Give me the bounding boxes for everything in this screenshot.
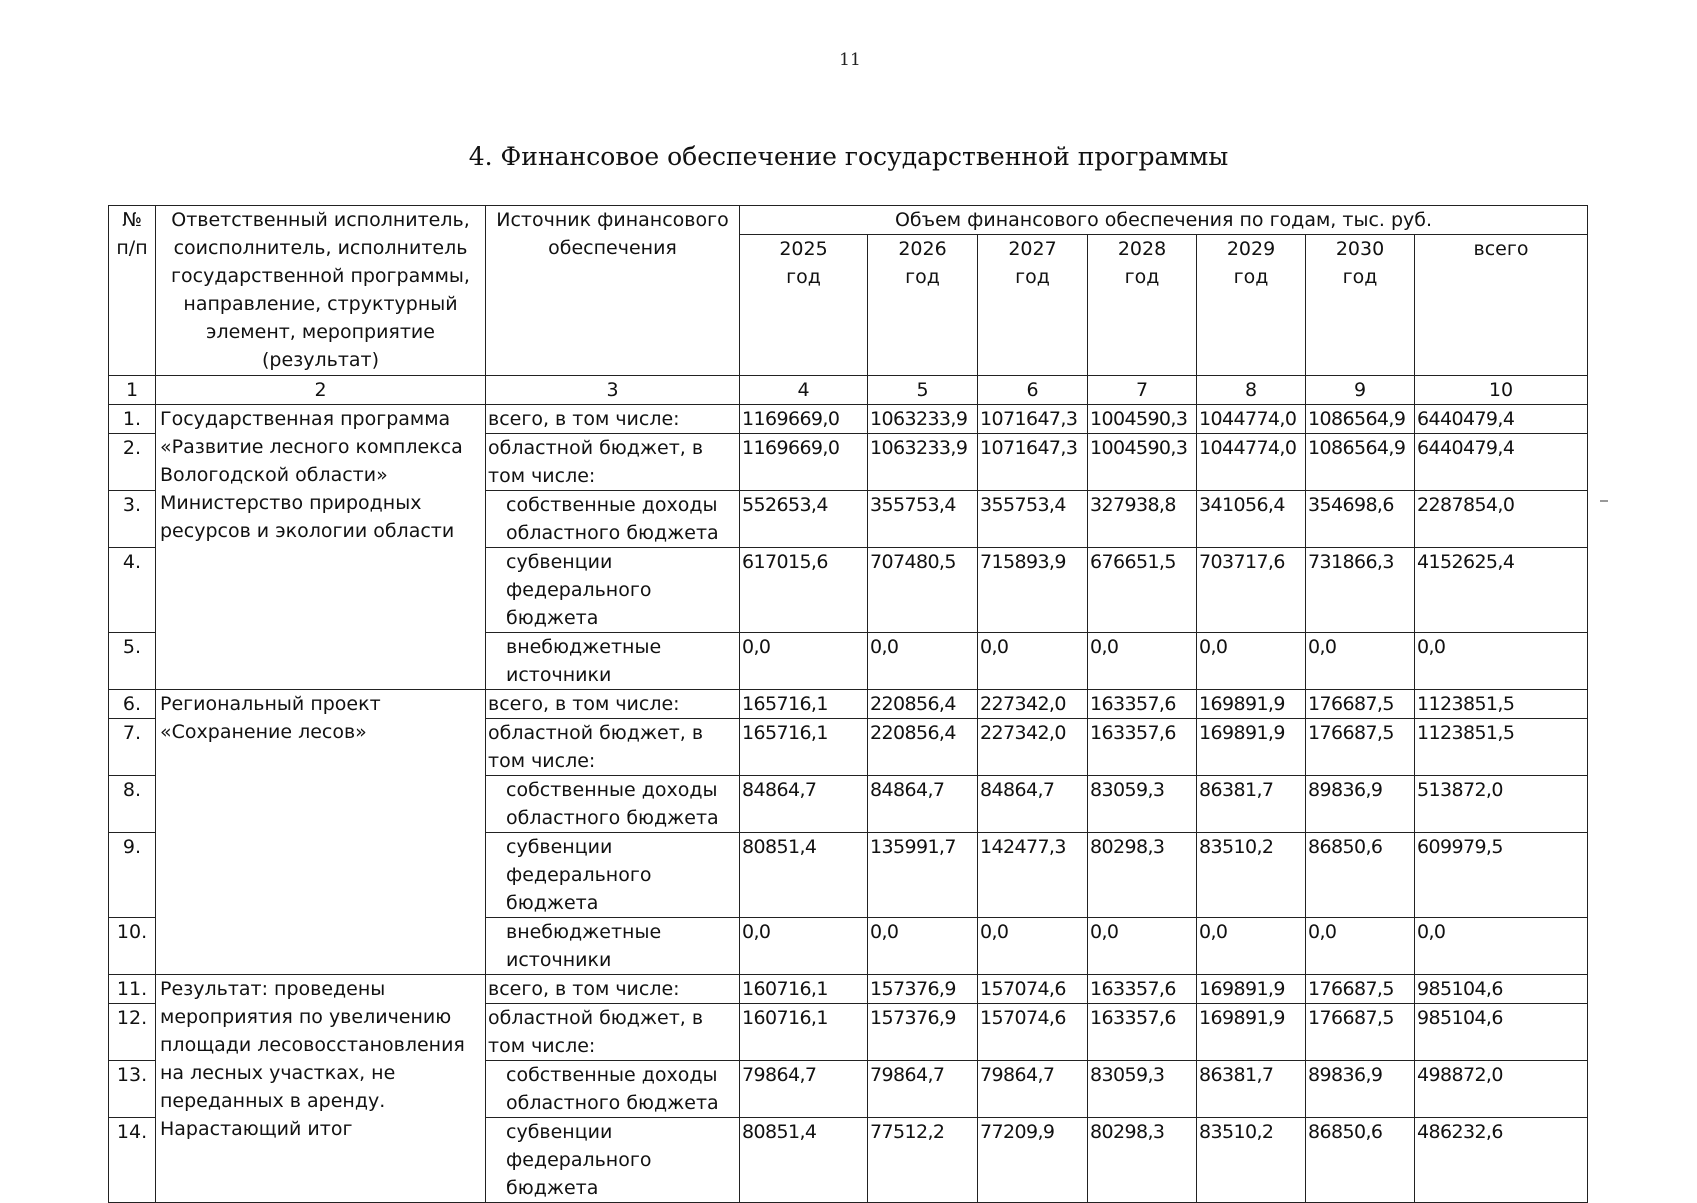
total-value-cell: 486232,6	[1415, 1118, 1588, 1203]
total-value-cell: 6440479,4	[1415, 434, 1588, 491]
source-cell: областной бюджет, в том числе:	[486, 719, 740, 776]
header-num: № п/п	[109, 206, 156, 376]
row-number: 5.	[109, 633, 156, 690]
year-value-cell: 157074,6	[978, 1004, 1088, 1061]
header-year-2025: 2025 год	[740, 235, 868, 376]
year-value-cell: 355753,4	[978, 491, 1088, 548]
year-value-cell: 731866,3	[1306, 548, 1415, 633]
source-cell: областной бюджет, в том числе:	[486, 1004, 740, 1061]
year-value-cell: 176687,5	[1306, 690, 1415, 719]
page-number: 11	[839, 50, 861, 70]
year-value-cell: 80851,4	[740, 833, 868, 918]
year-value-cell: 165716,1	[740, 690, 868, 719]
source-cell: собственные доходы областного бюджета	[486, 491, 740, 548]
header-year-2026: 2026 год	[868, 235, 978, 376]
column-number: 9	[1306, 376, 1415, 405]
total-value-cell: 6440479,4	[1415, 405, 1588, 434]
year-value-cell: 169891,9	[1197, 975, 1306, 1004]
source-cell: внебюджетные источники	[486, 633, 740, 690]
year-value-cell: 83510,2	[1197, 833, 1306, 918]
year-value-cell: 142477,3	[978, 833, 1088, 918]
total-value-cell: 513872,0	[1415, 776, 1588, 833]
year-value-cell: 83510,2	[1197, 1118, 1306, 1203]
column-number: 10	[1415, 376, 1588, 405]
year-value-cell: 1044774,0	[1197, 405, 1306, 434]
row-number: 11.	[109, 975, 156, 1004]
column-numbers-row	[109, 376, 1588, 405]
total-value-cell: 2287854,0	[1415, 491, 1588, 548]
year-value-cell: 0,0	[978, 633, 1088, 690]
row-number: 3.	[109, 491, 156, 548]
year-value-cell: 83059,3	[1088, 1061, 1197, 1118]
total-value-cell: 498872,0	[1415, 1061, 1588, 1118]
year-value-cell: 220856,4	[868, 690, 978, 719]
year-value-cell: 1071647,3	[978, 434, 1088, 491]
year-value-cell: 617015,6	[740, 548, 868, 633]
year-value-cell: 163357,6	[1088, 690, 1197, 719]
header-year-2030: 2030 год	[1306, 235, 1415, 376]
header-year-2029: 2029 год	[1197, 235, 1306, 376]
financing-table	[108, 205, 1588, 1203]
table-row	[109, 975, 1588, 1004]
year-value-cell: 1086564,9	[1306, 405, 1415, 434]
column-number: 1	[109, 376, 156, 405]
source-cell: внебюджетные источники	[486, 918, 740, 975]
source-cell: собственные доходы областного бюджета	[486, 776, 740, 833]
year-value-cell: 157376,9	[868, 975, 978, 1004]
year-value-cell: 0,0	[868, 633, 978, 690]
source-cell: всего, в том числе:	[486, 975, 740, 1004]
row-number: 8.	[109, 776, 156, 833]
total-value-cell: 609979,5	[1415, 833, 1588, 918]
row-number: 6.	[109, 690, 156, 719]
year-value-cell: 86850,6	[1306, 833, 1415, 918]
total-value-cell: 1123851,5	[1415, 719, 1588, 776]
year-value-cell: 1044774,0	[1197, 434, 1306, 491]
year-value-cell: 355753,4	[868, 491, 978, 548]
source-cell: областной бюджет, в том числе:	[486, 434, 740, 491]
year-value-cell: 84864,7	[978, 776, 1088, 833]
year-value-cell: 157376,9	[868, 1004, 978, 1061]
year-value-cell: 327938,8	[1088, 491, 1197, 548]
year-value-cell: 1071647,3	[978, 405, 1088, 434]
year-value-cell: 0,0	[1197, 918, 1306, 975]
header-row-1	[109, 206, 1588, 235]
year-value-cell: 86381,7	[1197, 1061, 1306, 1118]
year-value-cell: 79864,7	[868, 1061, 978, 1118]
row-number: 2.	[109, 434, 156, 491]
year-value-cell: 89836,9	[1306, 1061, 1415, 1118]
year-value-cell: 84864,7	[868, 776, 978, 833]
source-cell: субвенции федерального бюджета	[486, 1118, 740, 1203]
year-value-cell: 1063233,9	[868, 405, 978, 434]
year-value-cell: 163357,6	[1088, 1004, 1197, 1061]
year-value-cell: 86850,6	[1306, 1118, 1415, 1203]
year-value-cell: 227342,0	[978, 719, 1088, 776]
total-value-cell: 985104,6	[1415, 975, 1588, 1004]
year-value-cell: 0,0	[1306, 633, 1415, 690]
year-value-cell: 169891,9	[1197, 1004, 1306, 1061]
year-value-cell: 176687,5	[1306, 975, 1415, 1004]
table-row	[109, 690, 1588, 719]
year-value-cell: 0,0	[1197, 633, 1306, 690]
year-value-cell: 135991,7	[868, 833, 978, 918]
year-value-cell: 0,0	[868, 918, 978, 975]
year-value-cell: 1086564,9	[1306, 434, 1415, 491]
row-number: 9.	[109, 833, 156, 918]
year-value-cell: 86381,7	[1197, 776, 1306, 833]
year-value-cell: 157074,6	[978, 975, 1088, 1004]
row-number: 1.	[109, 405, 156, 434]
source-cell: всего, в том числе:	[486, 690, 740, 719]
year-value-cell: 160716,1	[740, 975, 868, 1004]
year-value-cell: 0,0	[1306, 918, 1415, 975]
year-value-cell: 163357,6	[1088, 719, 1197, 776]
year-value-cell: 1004590,3	[1088, 434, 1197, 491]
row-number: 12.	[109, 1004, 156, 1061]
header-source: Источник финансового обеспечения	[486, 206, 740, 376]
year-value-cell: 341056,4	[1197, 491, 1306, 548]
year-value-cell: 227342,0	[978, 690, 1088, 719]
column-number: 2	[156, 376, 486, 405]
year-value-cell: 0,0	[740, 918, 868, 975]
year-value-cell: 83059,3	[1088, 776, 1197, 833]
header-total: всего	[1415, 235, 1588, 376]
source-cell: субвенции федерального бюджета	[486, 548, 740, 633]
year-value-cell: 707480,5	[868, 548, 978, 633]
year-value-cell: 79864,7	[740, 1061, 868, 1118]
year-value-cell: 703717,6	[1197, 548, 1306, 633]
table-row	[109, 405, 1588, 434]
header-year-2027: 2027 год	[978, 235, 1088, 376]
year-value-cell: 84864,7	[740, 776, 868, 833]
year-value-cell: 354698,6	[1306, 491, 1415, 548]
section-title: 4. Финансовое обеспечение государственной программы	[468, 142, 1229, 171]
column-number: 4	[740, 376, 868, 405]
total-value-cell: 0,0	[1415, 633, 1588, 690]
row-number: 10.	[109, 918, 156, 975]
header-volume: Объем финансового обеспечения по годам, тыс. руб.	[740, 206, 1588, 235]
year-value-cell: 176687,5	[1306, 1004, 1415, 1061]
year-value-cell: 169891,9	[1197, 690, 1306, 719]
year-value-cell: 89836,9	[1306, 776, 1415, 833]
year-value-cell: 160716,1	[740, 1004, 868, 1061]
responsible-cell: Государственная программа «Развитие лесного комплекса Вологодской области» Министерство природных ресурсов и экологии области	[156, 405, 486, 690]
total-value-cell: 985104,6	[1415, 1004, 1588, 1061]
responsible-cell: Результат: проведены мероприятия по увеличению площади лесовосстановления на лесных участках, не переданных в аренду. Нарастающий итог	[156, 975, 486, 1203]
column-number: 7	[1088, 376, 1197, 405]
year-value-cell: 0,0	[1088, 918, 1197, 975]
year-value-cell: 165716,1	[740, 719, 868, 776]
column-number: 5	[868, 376, 978, 405]
total-value-cell: 4152625,4	[1415, 548, 1588, 633]
year-value-cell: 552653,4	[740, 491, 868, 548]
source-cell: всего, в том числе:	[486, 405, 740, 434]
year-value-cell: 1169669,0	[740, 434, 868, 491]
year-value-cell: 80851,4	[740, 1118, 868, 1203]
source-cell: собственные доходы областного бюджета	[486, 1061, 740, 1118]
year-value-cell: 220856,4	[868, 719, 978, 776]
year-value-cell: 163357,6	[1088, 975, 1197, 1004]
column-number: 8	[1197, 376, 1306, 405]
responsible-cell: Региональный проект «Сохранение лесов»	[156, 690, 486, 975]
year-value-cell: 0,0	[978, 918, 1088, 975]
scan-mark	[1600, 500, 1608, 502]
year-value-cell: 0,0	[740, 633, 868, 690]
year-value-cell: 80298,3	[1088, 1118, 1197, 1203]
row-number: 14.	[109, 1118, 156, 1203]
row-number: 13.	[109, 1061, 156, 1118]
header-year-2028: 2028 год	[1088, 235, 1197, 376]
total-value-cell: 1123851,5	[1415, 690, 1588, 719]
year-value-cell: 676651,5	[1088, 548, 1197, 633]
year-value-cell: 80298,3	[1088, 833, 1197, 918]
column-number: 6	[978, 376, 1088, 405]
year-value-cell: 176687,5	[1306, 719, 1415, 776]
header-responsible: Ответственный исполнитель, соисполнитель, исполнитель государственной программы, направление, структурный элемент, мероприятие (результат)	[156, 206, 486, 376]
year-value-cell: 169891,9	[1197, 719, 1306, 776]
year-value-cell: 715893,9	[978, 548, 1088, 633]
source-cell: субвенции федерального бюджета	[486, 833, 740, 918]
total-value-cell: 0,0	[1415, 918, 1588, 975]
year-value-cell: 77209,9	[978, 1118, 1088, 1203]
year-value-cell: 1063233,9	[868, 434, 978, 491]
year-value-cell: 79864,7	[978, 1061, 1088, 1118]
row-number: 7.	[109, 719, 156, 776]
column-number: 3	[486, 376, 740, 405]
year-value-cell: 1004590,3	[1088, 405, 1197, 434]
row-number: 4.	[109, 548, 156, 633]
year-value-cell: 0,0	[1088, 633, 1197, 690]
year-value-cell: 77512,2	[868, 1118, 978, 1203]
year-value-cell: 1169669,0	[740, 405, 868, 434]
